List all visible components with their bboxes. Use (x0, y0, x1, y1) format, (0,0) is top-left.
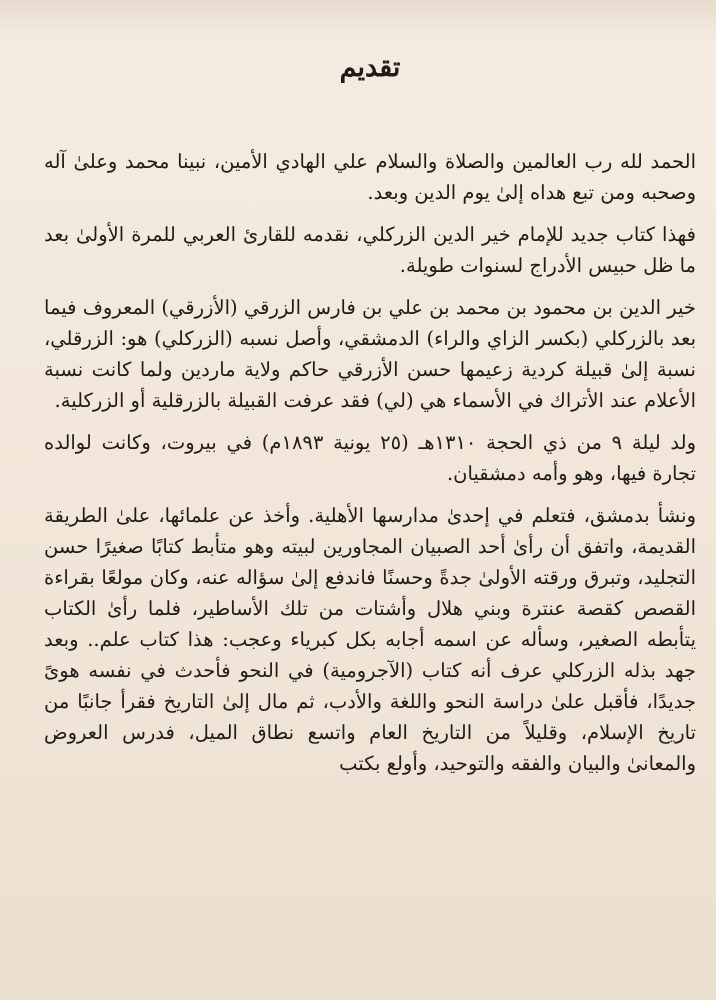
page-title: تقديم (339, 52, 401, 83)
paragraph-book-intro: فهذا كتاب جديد للإمام خير الدين الزركلي، نقدمه للقارئ العربي للمرة الأولىٰ بعد ما ظل حبيس الأدراج لسنوات طويلة. (44, 223, 696, 278)
paragraph-lineage: خير الدين بن محمود بن محمد بن علي بن فارس الزرقي (الأزرقي) المعروف فيما بعد بالزركلي (بكسر الزاي والراء) الدمشقي، وأصل نسبه (الزركلي) هو: الزرقلي، نسبة إلىٰ قبيلة كردية زعيمها حسن الأزرقي حاكم ولاية ماردين ولما كانت نسبة الأعلام عند الأتراك في الأسماء هي (لي) فقد عرفت القبيلة بالزرقلية أو الزركلية. (44, 296, 696, 413)
paragraph-introduction: الحمد لله رب العالمين والصلاة والسلام علي الهادي الأمين، نبينا محمد وعلىٰ آله وصحبه ومن تبع هداه إلىٰ يوم الدين وبعد. (44, 150, 696, 205)
paragraph-upbringing: ونشأ بدمشق، فتعلم في إحدىٰ مدارسها الأهلية. وأخذ عن علمائها، علىٰ الطريقة القديمة، واتفق أن رأىٰ أحد الصبيان المجاورين لبيته وهو متأبط كتابًا صغيرًا حسن التجليد، وتبرق ورقته الأولىٰ جدةً وحسنًا فاندفع إلىٰ سؤاله عنه، وكان مولعًا بقراءة القصص كقصة عنترة وبني هلال وأشتات من تلك الأساطير، فلما رأىٰ الكتاب يتأبطه الصغير، وسأله عن اسمه أجابه بكل كبرياء وعجب: هذا كتاب علم.. وبعد جهد بذله الزركلي عرف أنه كتاب (الآجرومية) في النحو فأحدث في نفسه هوىً جديدًا، فأقبل علىٰ دراسة النحو واللغة والأدب، ثم مال إلىٰ التاريخ فقرأ جانبًا من تاريخ الإسلام، وقليلاً من التاريخ العام واتسع نطاق الميل، فدرس العروض والمعانىٰ والبيان والفقه والتوحيد، وأولع بكتب (44, 504, 696, 776)
paragraph-birth: ولد ليلة ٩ من ذي الحجة ١٣١٠هـ (٢٥ يونية ١٨٩٣م) في بيروت، وكانت لوالده تجارة فيها، وهو وأمه دمشقيان. (44, 431, 697, 486)
